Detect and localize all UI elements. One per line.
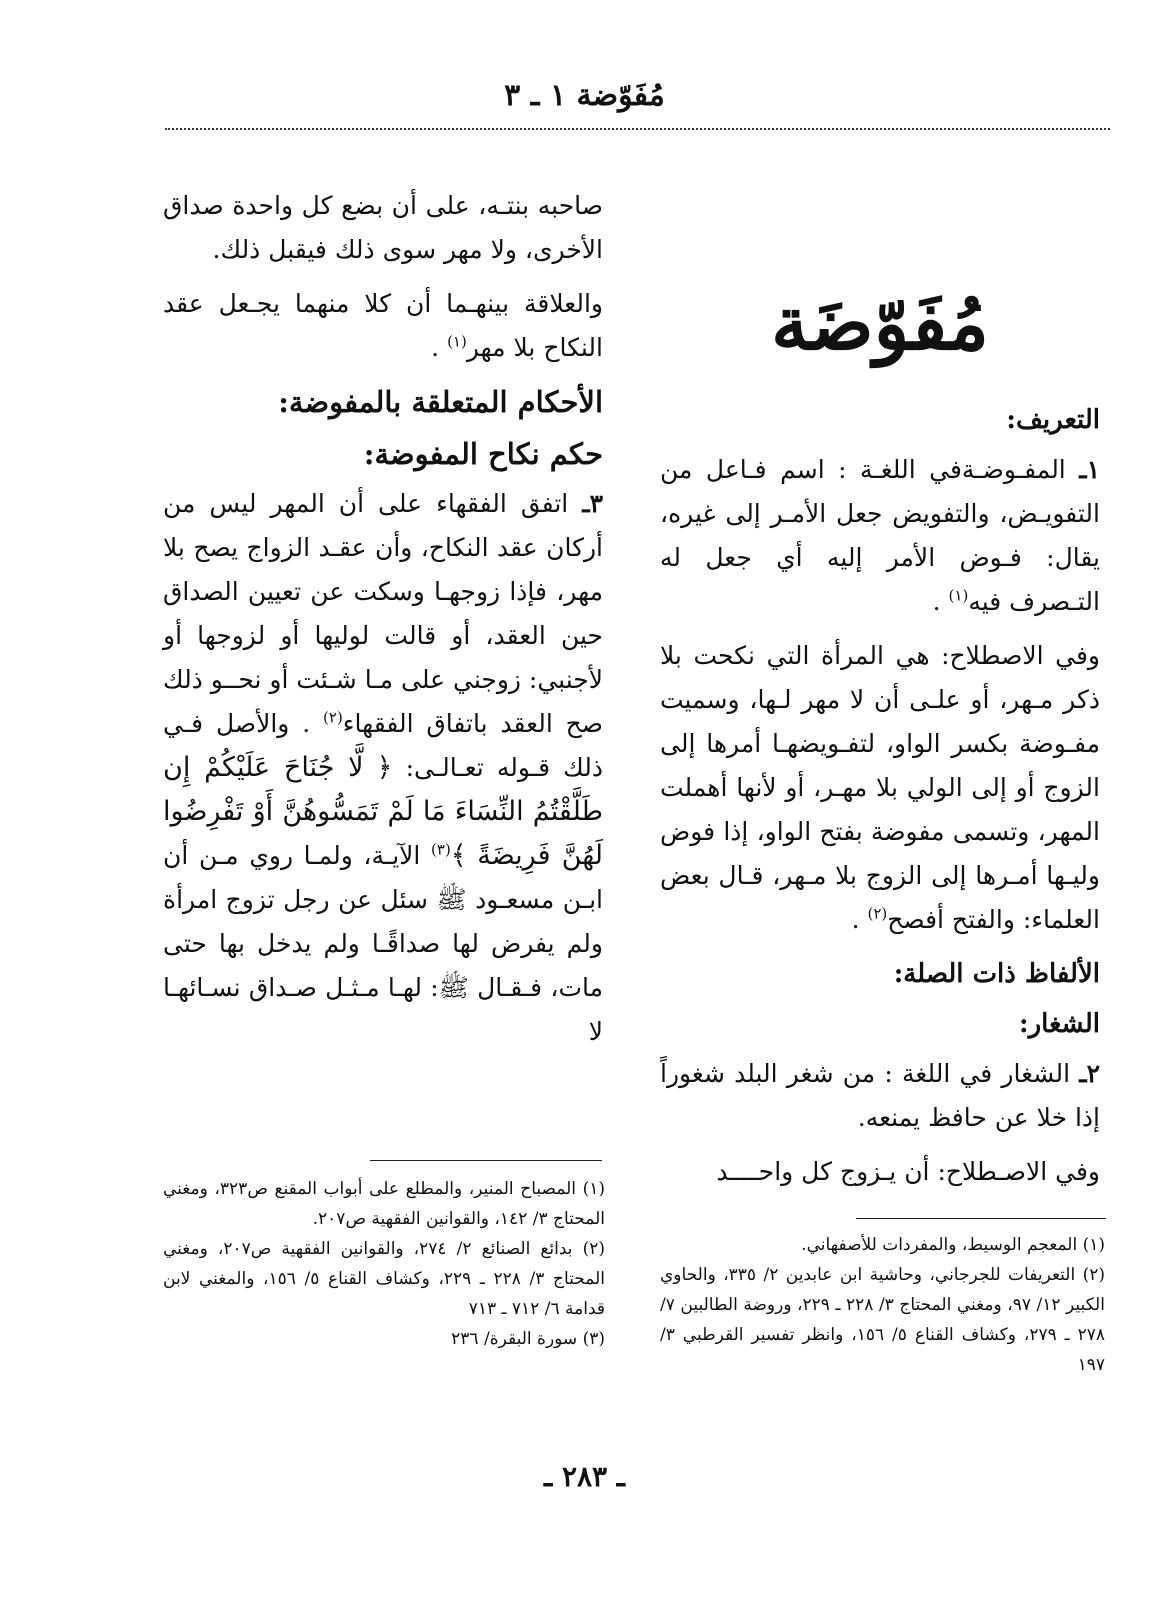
running-title: مُفَوّضة ١ ـ ٣ [504,78,665,113]
paragraph-number: ٢ـ [1079,1059,1100,1088]
footnote: (١) المصباح المنير، والمطلع على أبواب المقنع ص٣٢٣، ومغني المحتاج ٣/ ١٤٢، والقوانين الفقهية ص٢٠٧. [163,1179,605,1229]
footnote: (٣) سورة البقرة/ ٢٣٦ [451,1329,605,1349]
header-dotted-rule [165,128,1110,130]
footnotes-left [163,1174,605,1354]
paragraph-text: وفي الاصطلاح: هي المرأة التي نكحت بلا ذكر مـهر، أو علـى أن لا مهر لـها، وسميت مفـوضة بكسر الواو، لتفـويضهـا أمرها إلى الزوج أو إلى الولي بلا مهـر، أو لأنها أهملت المهر، وتسمى مفوضة بفتح الواو، إذا فوض وليـها أمـرها إلى الزوج بلا مـهر، قـال بعض العلماء: والفتح أفصح [660,641,1100,934]
quran-verse: لَّا جُنَاحَ عَلَيْكُمْ إِن طَلَّقْتُمُ النِّسَاءَ مَا لَمْ تَمَسُّوهُنَّ أَوْ تَفْرِضُوا لَهُنَّ فَرِيضَةً [163,752,603,871]
related-terms-heading: الألفاظ ذات الصلة: [893,959,1100,989]
footnote-ref: (٣) [431,840,451,859]
shighar-heading: الشغار: [1019,1009,1100,1039]
right-column [660,236,1100,1204]
paragraph-text: الشغار في اللغة : من شغر البلد شغوراً إذا خلا عن حافظ يمنعه. [660,1059,1100,1132]
footnotes-right [660,1230,1105,1380]
paragraph-number: ٣ـ [582,489,603,518]
rulings-heading: الأحكام المتعلقة بالمفوضة: [278,385,603,419]
footnote: (١) المعجم الوسيط، والمفردات للأصفهاني. [801,1235,1105,1255]
paragraph-text: . والأصل فـي ذلك قـوله تعـالـى: [163,709,603,782]
footnote-ref: (١) [447,332,467,351]
page-number: ـ ٢٨٣ ـ [543,1460,626,1493]
marriage-ruling-heading: حكم نكاح المفوضة: [363,437,603,471]
paragraph-relation: والعلاقة بينهـما أن كلا منهما يجـعل عقد النكاح بلا مهر$^{(١)}$ . [163,289,603,362]
footnote-rule-right [856,1218,1106,1219]
footnote-ref: (٢) [323,708,343,727]
footnote-ref: (١) [948,586,969,605]
entry-title: مُفَوّضَة [771,281,989,367]
paragraph-text: الآيـة، ولمـا روي مـن أن ابـن مسعـود ﷺ سئل عن رجل تزوج امرأة ولم يفرض لها صداقًـا ولم يدخل بها حتى مات، فـقـال ﷺ: لهـا مـثـل صـداق نسـائهـا لا [163,841,603,1046]
paragraph-text: المفـوضـةفي اللغـة : اسم فـاعل من التفويـض، والتفويض جعل الأمـر إلى غيره، يقال: فـوض الأمر إليه أي جعل له التـصرف فيه [660,455,1100,616]
paragraph-number: ١ـ [1079,455,1101,484]
left-column [163,184,603,1064]
paragraph-1: ١ـ المفـوضـةفي اللغـة : اسم فـاعل من التفويـض، والتفويض جعل الأمـر إلى غيره، يقال: فـوض الأمر إليه أي جعل له التـصرف فيه$^{(١)}$ . [660,455,1101,616]
definition-heading: التعريف: [1006,405,1100,435]
footnote: (٢) بدائع الصنائع ٢/ ٢٧٤، والقوانين الفقهية ص٢٠٧، ومغني المحتاج ٣/ ٢٢٨ ـ ٢٢٩، وكشاف القناع ٥/ ١٥٦، والمغني لابن قدامة ٦/ ٧١٢ ـ ٧١٣ [163,1239,605,1319]
footnote-rule-left [370,1160,602,1161]
footnote-ref: (٢) [867,904,888,923]
paragraph-continuation [163,184,603,272]
paragraph-4 [660,1150,1100,1194]
quran-close-bracket: ﴾ [450,840,467,871]
paragraph-text: اتفق الفقهاء على أن المهر ليس من أركان عقد النكاح، وأن عقـد الزواج يصح بلا مهر، فإذا زوجهـا وسكت عن تعيين الصداق حين العقد، أو قالت لوليها أو لزوجها أو لأجنبي: زوجني على مـا شـئت أو نحــو ذلك صح العقد باتفاق الفقهاء [163,489,604,738]
paragraph-text: والعلاقة بينهـما أن كلا منهما يجـعل عقد النكاح بلا مهر [163,289,603,362]
footnote: (٢) التعريفات للجرجاني، وحاشية ابن عابدين ٢/ ٣٣٥، والحاوي الكبير ١٢/ ٩٧، ومغني المحتاج ٣/ ٢٢٨ ـ ٢٢٩، وروضة الطالبين ٧/ ٢٧٨ ـ ٢٧٩، وكشاف القناع ٥/ ١٥٦، وانظر تفسير القرطبي ٣/ ١٩٧ [660,1265,1105,1375]
paragraph-3 [660,1052,1100,1140]
paragraph-2: وفي الاصطلاح: هي المرأة التي نكحت بلا ذكر مـهر، أو علـى أن لا مهر لـها، وسميت مفـوضة بكسر الواو، لتفـويضهـا أمرها إلى الزوج أو إلى الولي بلا مهـر، أو لأنها أهملت المهر، وتسمى مفوضة بفتح الواو، إذا فوض وليـها أمـرها إلى الزوج بلا مـهر، قـال بعض العلماء: والفتح أفصح$^{(٢)}$ . [660,641,1100,934]
paragraph-text: وفي الاصـطلاح: أن يـزوج كل واحــــد [716,1157,1100,1186]
paragraph-ruling [163,482,603,1054]
paragraph-text: صاحبه بنتـه، على أن بضع كل واحدة صداق الأخرى، ولا مهر سوى ذلك فيقبل ذلك. [163,191,603,264]
quran-open-bracket: ﴿ [376,752,393,783]
